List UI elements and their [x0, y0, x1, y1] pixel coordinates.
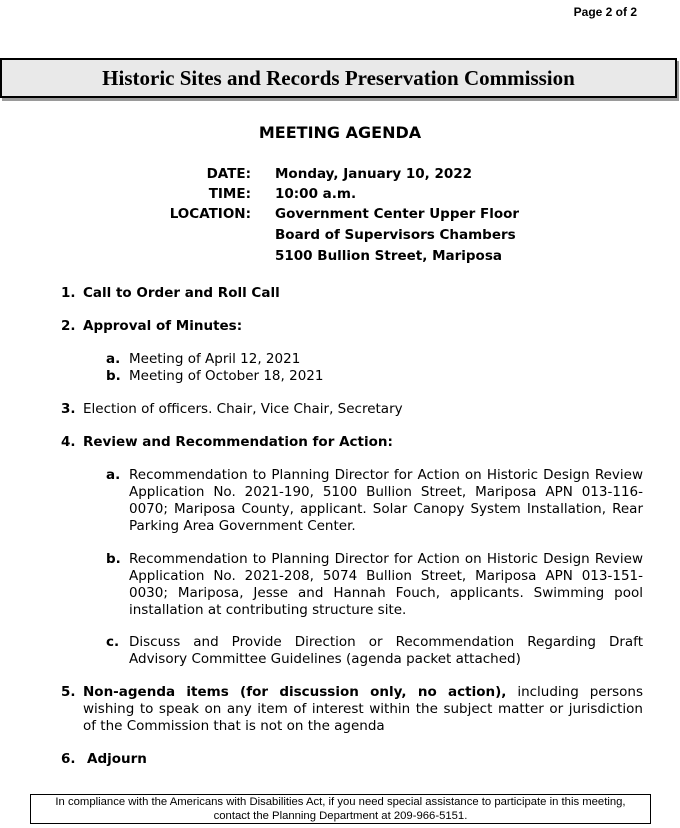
location-line-3: 5100 Bullion Street, Mariposa [275, 248, 502, 264]
item-title: Approval of Minutes: [83, 318, 243, 334]
item-bold-lead: Non-agenda items (for discussion only, no action), [83, 684, 507, 700]
ada-notice-line-2: contact the Planning Department at 209-966-5151. [213, 809, 468, 822]
subitem-text [129, 467, 643, 535]
subitem-letter: b. [106, 551, 121, 567]
subitem-line: Center. [307, 518, 356, 534]
subitem-line: Recommendation to Planning Director for Action on Historic Design Review [129, 551, 643, 567]
subitem-line: Discuss and Provide Direction or Recommendation Regarding Draft Advisory [129, 634, 643, 667]
subitem-letter: a. [106, 467, 121, 483]
subitem-line: Application No. 2021-208, 5074 Bullion Street, Mariposa APN 013-151-0030; [129, 568, 643, 601]
item-title: Review and Recommendation for Action: [83, 434, 393, 450]
time-label: TIME: [208, 186, 251, 202]
subitem-letter: c. [106, 634, 120, 650]
subitem-text: Meeting of April 12, 2021 [129, 351, 301, 367]
ada-notice-line-1: In compliance with the Americans with Disabilities Act, if you need special assistance to participate in this meeting, [55, 796, 626, 808]
agenda-heading: MEETING AGENDA [258, 123, 422, 142]
subitem-text: Meeting of October 18, 2021 [129, 368, 324, 384]
subitem-line: Mariposa, Jesse and Hannah Fouch, applicants. Swimming pool installation at [129, 585, 643, 618]
item-number: 1. [61, 285, 76, 301]
item-line: including persons wishing to speak [83, 684, 644, 717]
location-label: LOCATION: [169, 206, 251, 222]
item-line: on the agenda [286, 718, 385, 734]
date-label: DATE: [206, 166, 251, 182]
page-number: Page 2 of 2 [573, 5, 637, 19]
subitem-line: Application No. 2021-190, 5100 Bullion Street, Mariposa APN 013-116-0070; Mariposa [129, 484, 643, 517]
ada-notice [30, 794, 651, 824]
subitem-letter: a. [106, 351, 121, 367]
subitem-text [129, 634, 643, 668]
item-title: Adjourn [87, 751, 147, 767]
subitem-line: Recommendation to Planning Director for Action on Historic Design Review [129, 467, 643, 483]
time-value: 10:00 a.m. [275, 186, 357, 202]
item-number: 5. [61, 684, 76, 700]
commission-title: Historic Sites and Records Preservation Commission [102, 65, 575, 90]
item-title: Call to Order and Roll Call [83, 285, 280, 301]
item-number: 2. [61, 318, 76, 334]
subitem-line: County, applicant. Solar Canopy System Installation, Rear Parking Area Government [129, 501, 643, 534]
location-line-1: Government Center Upper Floor [275, 206, 520, 222]
subitem-letter: b. [106, 368, 121, 384]
item-title [83, 684, 643, 735]
subitem-line: contributing structure site. [225, 602, 407, 618]
item-title: Election of officers. Chair, Vice Chair, Secretary [83, 401, 403, 417]
subitem-line: Committee Guidelines (agenda packet attached) [191, 651, 521, 667]
subitem-text [129, 551, 643, 619]
item-number: 3. [61, 401, 76, 417]
item-number: 4. [61, 434, 76, 450]
item-line: on any item of interest within the subject matter or jurisdiction of the Commission that is not [83, 701, 643, 734]
date-value: Monday, January 10, 2022 [275, 166, 473, 182]
commission-title-banner [0, 58, 677, 98]
location-line-2: Board of Supervisors Chambers [275, 227, 516, 243]
item-number: 6. [61, 751, 76, 767]
